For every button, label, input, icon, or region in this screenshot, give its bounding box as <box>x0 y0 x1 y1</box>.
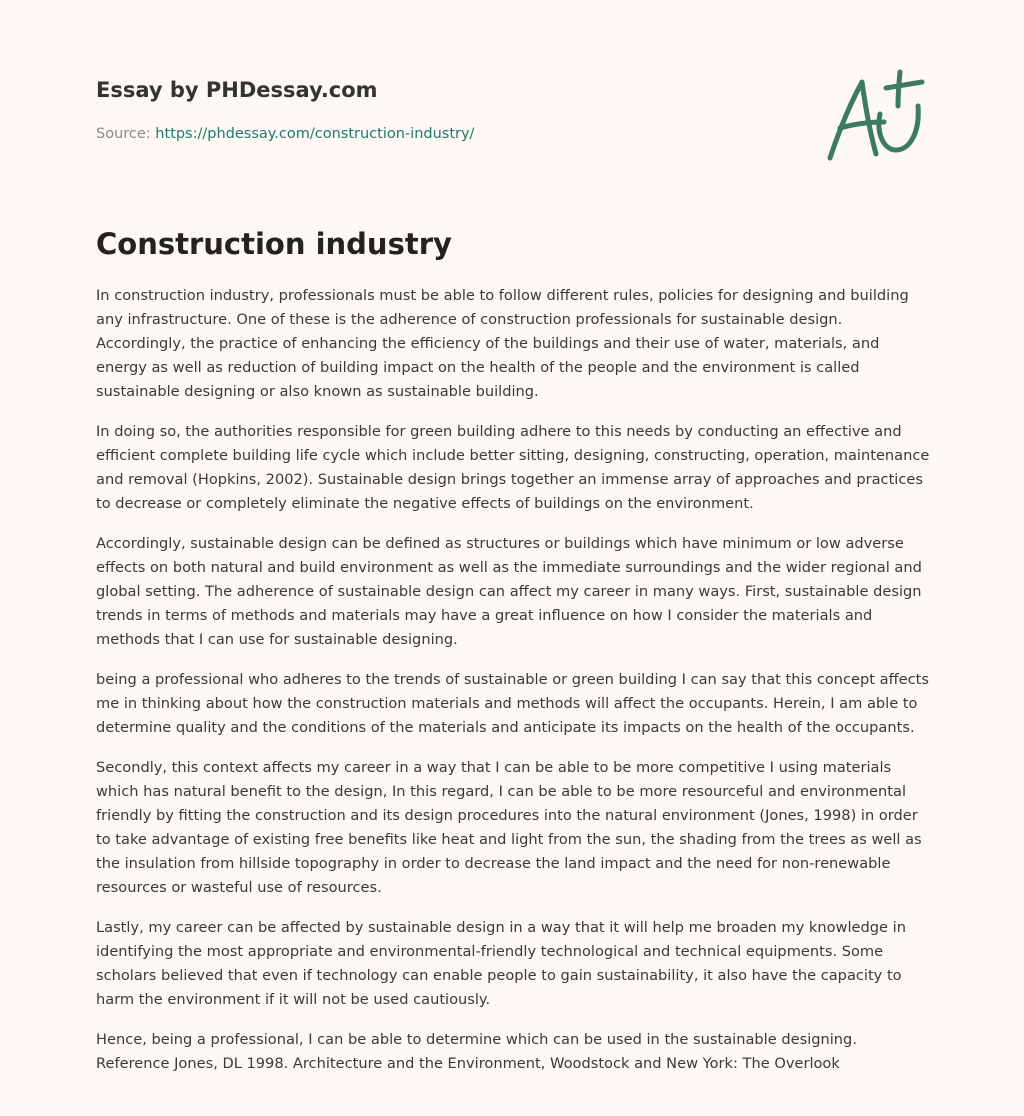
paragraph: In doing so, the authorities responsible for green building adhere to this needs by conducting an effective and efficient complete building life cycle which include better sitting, designing, constructing, operation, maintenance and removal (Hopkins, 2002). Sustainable design brings together an immense array of approaches and practices to decrease or completely eliminate the negative effects of buildings on the environment. <box>96 423 930 512</box>
paragraph: Lastly, my career can be affected by sustainable design in a way that it will help me broaden my knowledge in identifying the most appropriate and environmental-friendly technological and technical equipments. Some scholars believed that even if technology can enable people to gain sustainability, it also have the capacity to harm the environment if it will not be used cautiously. <box>96 919 906 1008</box>
paragraph: Secondly, this context affects my career in a way that I can be able to be more competitive I using materials which has natural benefit to the design, In this regard, I can be able to be more resourceful and environmental friendly by fitting the construction and its design procedures into the natural environment (Jones, 1998) in order to take advantage of existing free benefits like heat and light from the sun, the shading from the trees as well as the insulation from hillside topography in order to decrease the land impact and the need for non-renewable resources or wasteful use of resources. <box>96 759 922 896</box>
source-link[interactable]: https://phdessay.com/construction-industry/ <box>155 126 475 142</box>
article-title: Construction industry <box>96 227 452 261</box>
source-line <box>96 124 796 144</box>
paragraph: Hence, being a professional, I can be able to determine which can be used in the sustainable designing. Reference Jones, DL 1998. Architecture and the Environment, Woodstock and New York: The Overlook <box>96 1031 857 1072</box>
paragraph: Accordingly, sustainable design can be defined as structures or buildings which have minimum or low adverse effects on both natural and build environment as well as the immediate surroundings and the wider regional and global setting. The adherence of sustainable design can affect my career in many ways. First, sustainable design trends in terms of methods and materials may have a great influence on how I consider the materials and methods that I can use for sustainable designing. <box>96 535 922 648</box>
page-header <box>96 76 796 144</box>
article-body <box>96 284 932 1092</box>
a-plus-icon <box>818 66 928 166</box>
brand-title: Essay by PHDessay.com <box>96 78 378 102</box>
source-label: Source: <box>96 126 156 142</box>
paragraph: In construction industry, professionals must be able to follow different rules, policies for designing and building any infrastructure. One of these is the adherence of construction professionals for sustainable design. Accordingly, the practice of enhancing the efficiency of the buildings and their use of water, materials, and energy as well as reduction of building impact on the health of the people and the environment is called sustainable designing or also known as sustainable building. <box>96 287 909 400</box>
paragraph: being a professional who adheres to the trends of sustainable or green building I can say that this concept affects me in thinking about how the construction materials and methods will affect the occupants. Herein, I am able to determine quality and the conditions of the materials and anticipate its impacts on the health of the occupants. <box>96 671 929 736</box>
